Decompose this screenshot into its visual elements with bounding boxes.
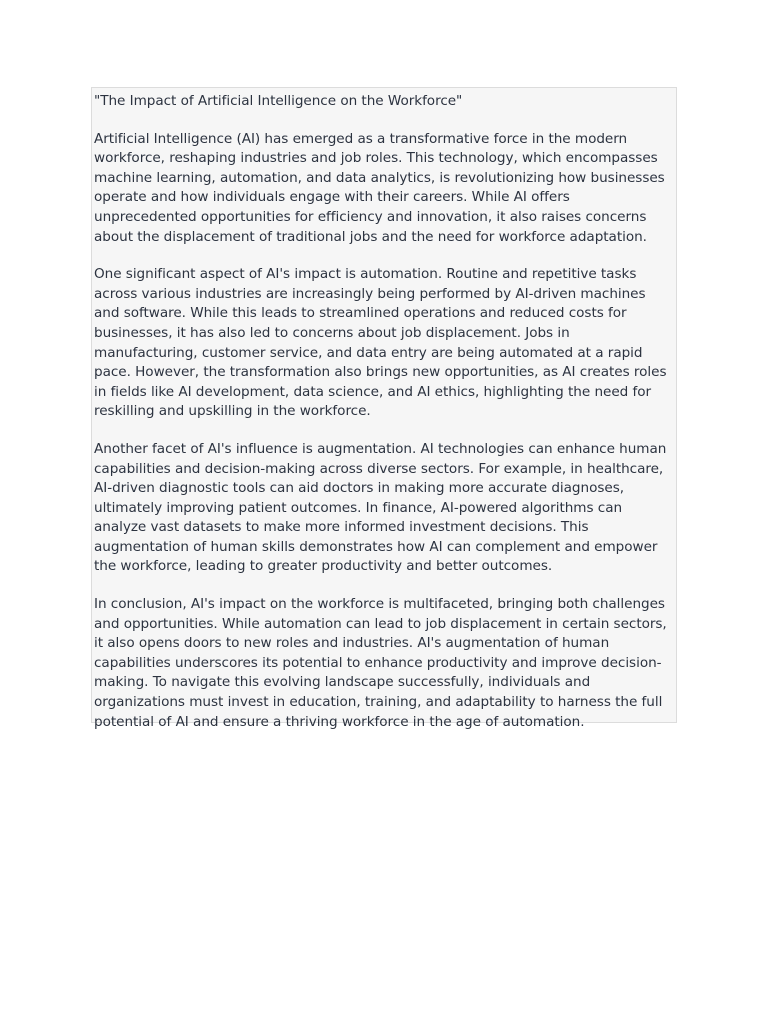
- paragraph-conclusion: In conclusion, AI's impact on the workforce is multifaceted, bringing both challenges and opportunities. While automation can lead to job displacement in certain sectors, it also opens doors to new roles and industries. AI's augmentation of human capabilities underscores its potential to enhance productivity and improve decision-making. To navigate this evolving landscape successfully, individuals and organizations must invest in education, training, and adaptability to harness the full potential of AI and ensure a thriving workforce in the age of automation.: [94, 596, 667, 730]
- paragraph-augmentation: Another facet of AI's influence is augmentation. AI technologies can enhance human capabilities and decision-making across diverse sectors. For example, in healthcare, AI-driven diagnostic tools can aid doctors in making more accurate diagnoses, ultimately improving patient outcomes. In finance, AI-powered algorithms can analyze vast datasets to make more informed investment decisions. This augmentation of human skills demonstrates how AI can complement and empower the workforce, leading to greater productivity and better outcomes.: [94, 440, 667, 575]
- paragraph-automation: One significant aspect of AI's impact is automation. Routine and repetitive tasks across various industries are increasingly being performed by AI-driven machines and software. While this leads to streamlined operations and reduced costs for businesses, it has also led to concerns about job displacement. Jobs in manufacturing, customer service, and data entry are being automated at a rapid pace. However, the transformation also brings new opportunities, as AI creates roles in fields like AI development, data science, and AI ethics, highlighting the need for reskilling and upskilling in the workforce.: [94, 266, 667, 420]
- document-text-box: [91, 87, 677, 730]
- paragraph-introduction: Artificial Intelligence (AI) has emerged as a transformative force in the modern workforce, reshaping industries and job roles. This technology, which encompasses machine learning, automation, and data analytics, is revolutionizing how businesses operate and how individuals engage with their careers. While AI offers unprecedented opportunities for efficiency and innovation, it also raises concerns about the displacement of traditional jobs and the need for workforce adaptation.: [94, 130, 665, 245]
- document-title: "The Impact of Artificial Intelligence on the Workforce": [94, 93, 463, 109]
